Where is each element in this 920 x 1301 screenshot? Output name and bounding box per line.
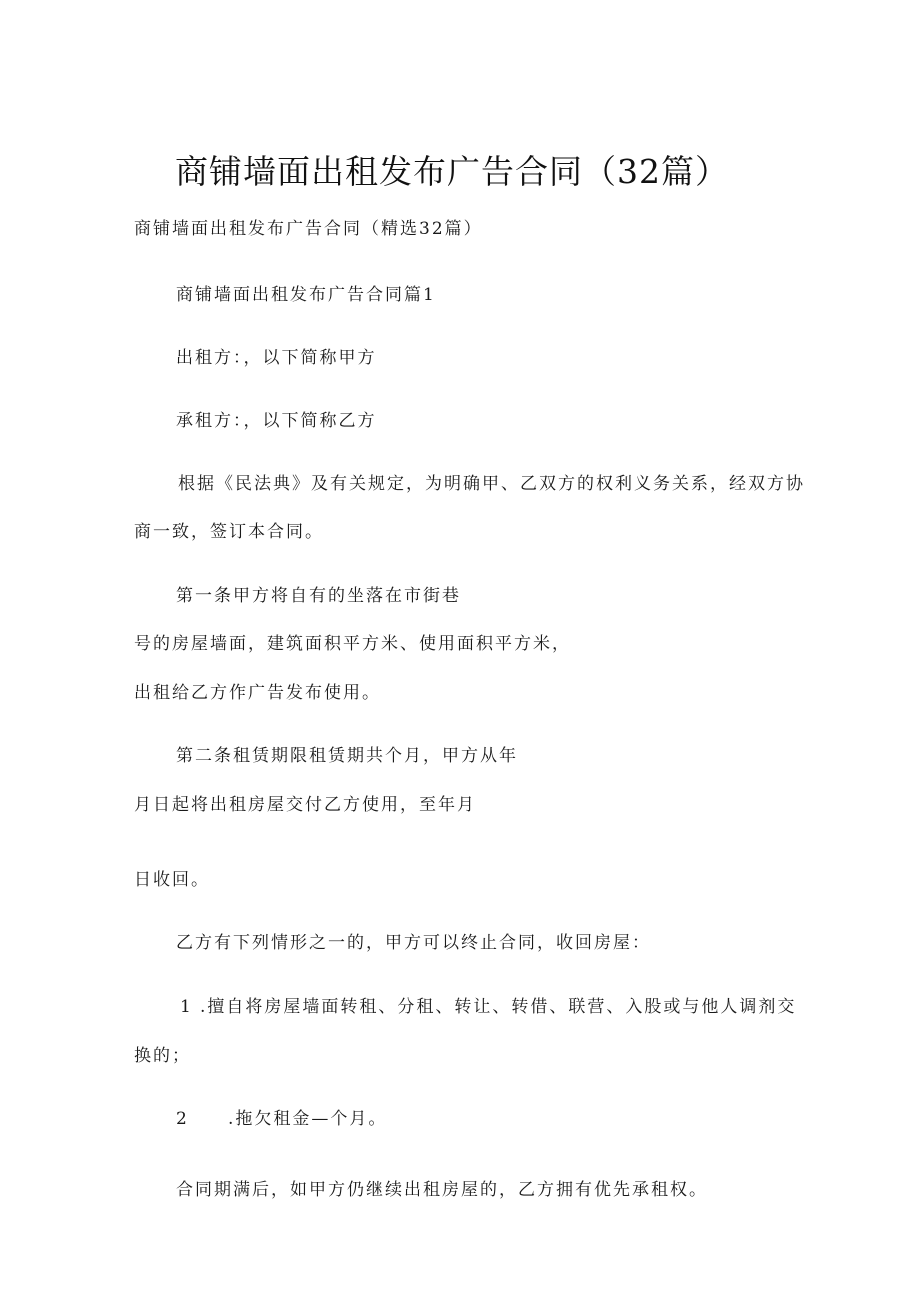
item1-line-1: .擅自将房屋墙面转租、分租、转让、转借、联营、入股或与他人调剂交 bbox=[200, 997, 797, 1017]
item1-number: 1 bbox=[180, 997, 191, 1017]
document-subtitle: 商铺墙面出租发布广告合同（精选32篇） bbox=[134, 219, 483, 239]
lessee-line: 承租方：，以下简称乙方 bbox=[176, 411, 377, 431]
termination-intro: 乙方有下列情形之一的，甲方可以终止合同，收回房屋： bbox=[176, 933, 651, 953]
article2-line-1: 第二条租赁期限租赁期共个月，甲方从年 bbox=[176, 746, 518, 766]
preamble-line-2: 商一致，签订本合同。 bbox=[134, 522, 324, 542]
article1-line-2: 号的房屋墙面，建筑面积平方米、使用面积平方米， bbox=[134, 634, 571, 654]
item2-text: .拖欠租金—个月。 bbox=[228, 1109, 388, 1129]
article2-line-2: 月日起将出租房屋交付乙方使用，至年月 bbox=[134, 795, 476, 815]
article2-line-3: 日收回。 bbox=[134, 870, 210, 890]
preamble-line-1: 根据《民法典》及有关规定，为明确甲、乙双方的权利义务关系，经双方协 bbox=[178, 474, 805, 494]
article1-line-1: 第一条甲方将自有的坐落在市街巷 bbox=[176, 586, 461, 606]
renewal-line: 合同期满后，如甲方仍继续出租房屋的，乙方拥有优先承租权。 bbox=[176, 1180, 708, 1200]
item2-number: 2 bbox=[176, 1109, 187, 1129]
section-heading: 商铺墙面出租发布广告合同篇1 bbox=[176, 285, 436, 305]
item1-line-2: 换的； bbox=[134, 1046, 191, 1066]
document-title: 商铺墙面出租发布广告合同（32篇） bbox=[175, 152, 729, 191]
article1-line-3: 出租给乙方作广告发布使用。 bbox=[134, 683, 381, 703]
lessor-line: 出租方：，以下简称甲方 bbox=[176, 348, 377, 368]
